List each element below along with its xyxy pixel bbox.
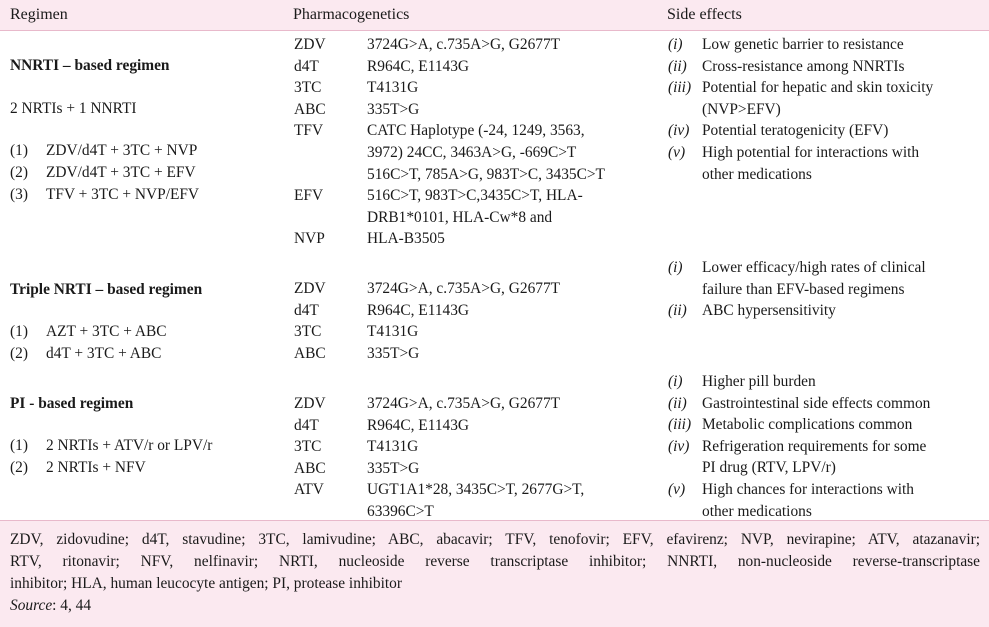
pharmaco-variant: 63396C>T [367,503,434,520]
pharmaco-variant: 516C>T, 983T>C,3435C>T, HLA- [367,187,583,205]
effect-text: Potential for hepatic and skin toxicity [702,79,934,97]
regimen-number: (1) [10,437,28,454]
pharmaco-variant: 3724G>A, c.735A>G, G2677T [367,280,561,297]
effect-number: (i) [668,259,683,276]
table-header [0,0,989,31]
effect-text: PI drug (RTV, LPV/r) [702,459,836,477]
effect-number: (ii) [668,57,687,75]
effect-text: Potential teratogenicity (EFV) [702,122,889,140]
table-footnote [0,520,989,627]
regimen-number: (3) [10,186,28,203]
section-subtitle: 2 NRTIs + 1 NNRTI [10,100,137,117]
pharmaco-drug: NVP [294,230,325,248]
pharmaco-variant: 3972) 24CC, 3463A>G, -669C>T [367,144,577,161]
pharmaco-variant: CATC Haplotype (-24, 1249, 3563, [367,122,585,140]
regimen-text: TFV + 3TC + NVP/EFV [46,186,200,203]
pharmaco-drug: ATV [294,481,324,499]
effect-number: (i) [668,373,683,390]
pharmaco-drug: ABC [294,100,326,118]
pharmaco-drug: 3TC [294,438,322,456]
effect-number: (i) [668,36,683,53]
pharmaco-drug: TFV [294,122,324,140]
regimen-text: ZDV/d4T + 3TC + EFV [46,164,196,181]
regimen-text: ZDV/d4T + 3TC + NVP [46,142,198,159]
pharmaco-variant: 3724G>A, c.735A>G, G2677T [367,395,561,412]
effect-text: (NVP>EFV) [702,100,781,118]
effect-text: Gastrointestinal side effects common [702,394,931,412]
effect-number: (ii) [668,302,687,320]
regimen-number: (2) [10,459,28,476]
pharmaco-variant: T4131G [367,323,419,341]
footnote-line: RTV, ritonavir; NFV, nelfinavir; NRTI, nucleoside reverse transcriptase inhibitor; NNRTI, non-nucleoside reverse-transcriptase [10,553,980,570]
pharmaco-drug: ZDV [294,395,326,412]
effect-number: (iv) [668,122,690,140]
pharmaco-drug: ZDV [294,280,326,297]
effect-text: Cross-resistance among NNRTIs [702,57,905,75]
effect-number: (v) [668,144,686,161]
effect-number: (v) [668,481,686,498]
pharmaco-variant: 516C>T, 785A>G, 983T>C, 3435C>T [367,165,605,183]
pharmaco-drug: 3TC [294,323,322,341]
pharmaco-variant: UGT1A1*28, 3435C>T, 2677G>T, [367,481,585,499]
regimen-number: (2) [10,164,28,181]
regimen-number: (2) [10,345,28,362]
pharmaco-variant: 335T>G [367,344,420,362]
pharmaco-drug: d4T [294,301,319,319]
header-pharmacogenetics: Pharmacogenetics [293,6,410,23]
effect-number: (ii) [668,394,687,412]
effect-text: other medications [702,502,812,520]
effect-text: Metabolic complications common [702,416,913,434]
header-regimen: Regimen [10,6,68,23]
section-title: Triple NRTI – based regimen [10,281,203,298]
pharmaco-drug: ABC [294,344,326,362]
effect-text: ABC hypersensitivity [702,302,836,320]
pharmaco-drug: 3TC [294,79,322,97]
pharmaco-variant: DRB1*0101, HLA-Cw*8 and [367,208,553,226]
footnote-line: ZDV, zidovudine; d4T, stavudine; 3TC, lamivudine; ABC, abacavir; TFV, tenofovir; EFV, efavirenz; NVP, nevirapine; ATV, atazanavir; [10,531,980,548]
regimen-text: d4T + 3TC + ABC [46,345,162,362]
effect-text: High chances for interactions with [702,481,914,498]
effect-text: Lower efficacy/high rates of clinical [702,259,926,276]
regimen-text: 2 NRTIs + NFV [46,459,146,476]
pharmaco-variant: 335T>G [367,459,420,477]
effect-text: Higher pill burden [702,373,816,390]
source-text: : 4, 44 [52,597,92,614]
footnote-line: inhibitor; HLA, human leucocyte antigen; PI, protease inhibitor [10,575,402,592]
effect-number: (iv) [668,437,690,455]
effect-number: (iii) [668,79,692,97]
header-side-effects: Side effects [667,6,742,23]
effect-number: (iii) [668,416,692,434]
pharmaco-variant: T4131G [367,79,419,97]
pharmaco-drug: EFV [294,187,324,205]
pharmaco-variant: R964C, E1143G [367,301,470,319]
pharmaco-variant: 335T>G [367,100,420,118]
effect-text: other medications [702,165,812,183]
pharmaco-variant: R964C, E1143G [367,416,470,434]
regimen-text: 2 NRTIs + ATV/r or LPV/r [46,437,213,454]
effect-text: Low genetic barrier to resistance [702,36,904,53]
pharmaco-variant: T4131G [367,438,419,456]
source-label: Source [10,597,53,614]
pharmaco-drug: d4T [294,57,319,75]
regimen-number: (1) [10,323,28,340]
regimen-number: (1) [10,142,28,159]
effect-text: failure than EFV-based regimens [702,280,905,298]
effect-text: High potential for interactions with [702,144,920,161]
pharmaco-drug: d4T [294,416,319,434]
regimen-text: AZT + 3TC + ABC [46,323,167,340]
section-title: PI - based regimen [10,395,134,412]
pharmaco-drug: ZDV [294,36,326,53]
section-title: NNRTI – based regimen [10,57,170,74]
pharmaco-variant: HLA-B3505 [367,230,445,248]
pharmaco-drug: ABC [294,459,326,477]
pharmaco-variant: R964C, E1143G [367,57,470,75]
footnote-source [10,595,980,617]
effect-text: Refrigeration requirements for some [702,437,927,455]
pharmaco-variant: 3724G>A, c.735A>G, G2677T [367,36,561,53]
